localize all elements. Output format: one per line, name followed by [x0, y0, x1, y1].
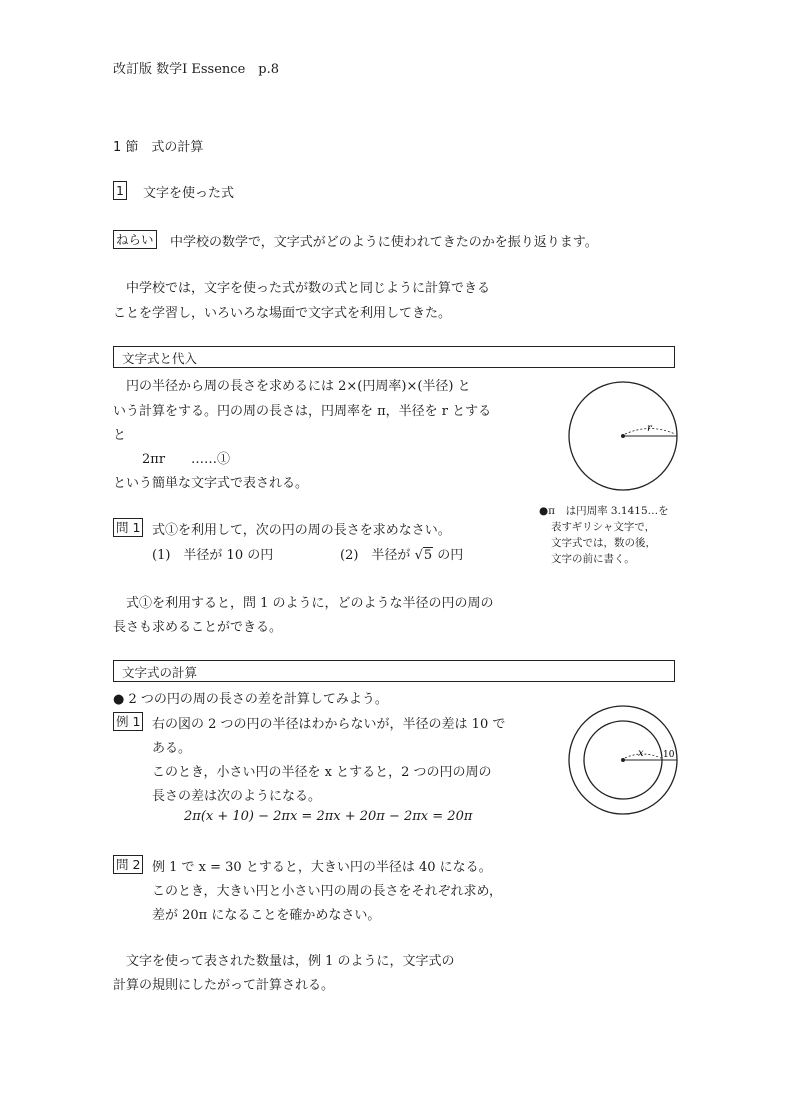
pi-note-line-1: ●π は円周率 3.1415…を: [539, 505, 669, 517]
after-q1-line-2: 長さも求めることができる。: [113, 620, 283, 635]
box-title-text: 文字式と代入: [122, 351, 198, 366]
q2-line-1: 例 1 で x = 30 とすると，大きい円の半径は 40 になる。: [152, 860, 492, 875]
pi-note-line-2: 表すギリシャ文字で，: [551, 521, 656, 533]
aim-text: 中学校の数学で，文字式がどのように使われてきたのかを振り返ります。: [170, 235, 598, 250]
sqrt-radicand: 5: [423, 548, 433, 563]
concentric-circles-figure: [565, 703, 685, 819]
topic-number: 1: [113, 181, 127, 200]
after-q1-line-1: 式①を利用すると，問 1 のように，どのような半径の円の周の: [126, 596, 494, 611]
q2-line-2: このとき，大きい円と小さい円の周の長さをそれぞれ求め，: [152, 884, 502, 899]
ex1-line-3: このとき，小さい円の半径を x とすると，2 つの円の周の: [152, 765, 492, 780]
ex1-line-1: 右の図の 2 つの円の半径はわからないが，半径の差は 10 で: [152, 717, 506, 732]
box2-bullet: ● 2 つの円の周の長さの差を計算してみよう。: [113, 692, 388, 707]
q1-item-2-suffix: の円: [437, 548, 464, 563]
q1-item-1: (1) 半径が 10 の円: [152, 548, 274, 563]
pi-note-line-4: 文字の前に書く。: [551, 553, 635, 565]
q2-label: 問 2: [113, 855, 143, 874]
topic-title: 文字を使った式: [143, 186, 235, 201]
box-title-calculation: [113, 660, 675, 682]
formula-1: 2πr ……①: [142, 452, 231, 467]
box-title-text: 文字式の計算: [122, 665, 198, 680]
aim-label: ねらい: [113, 230, 157, 249]
box-title-substitution: [113, 346, 675, 368]
intro-line-2: ことを学習し，いろいろな場面で文字式を利用してきた。: [113, 306, 452, 321]
conclusion-line-1: 文字を使って表された数量は，例 1 のように，文字式の: [126, 954, 455, 969]
inner-radius-label: x: [638, 748, 644, 759]
conclusion-line-2: 計算の規則にしたがって計算される。: [113, 978, 335, 993]
ex1-label: 例 1: [113, 712, 143, 731]
q2-line-3: 差が 20π になることを確かめなさい。: [152, 908, 381, 923]
ex1-line-4: 長さの差は次のようになる。: [152, 789, 322, 804]
page-header: 改訂版 数学Ⅰ Essence p.8: [113, 62, 279, 77]
pi-note-line-3: 文字式では，数の後，: [551, 537, 656, 549]
box1-line-3: と: [113, 428, 127, 443]
ex1-formula: 2π(x + 10) − 2πx = 2πx + 20π − 2πx = 20π: [184, 809, 473, 824]
section-title: 1 節 式の計算: [113, 140, 204, 155]
box1-line-2: いう計算をする。円の周の長さは，円周率を π，半径を r とする: [113, 404, 492, 419]
ex1-line-2: ある。: [152, 741, 192, 756]
radius-difference-label: 10: [663, 750, 675, 760]
q1-text: 式①を利用して，次の円の周の長さを求めなさい。: [152, 523, 451, 538]
radius-label: r: [647, 423, 652, 434]
q1-item-2: [340, 544, 463, 563]
intro-line-1: 中学校では，文字を使った式が数の式と同じように計算できる: [126, 281, 491, 296]
q1-label: 問 1: [113, 518, 143, 537]
circle-radius-figure: [565, 379, 685, 497]
q1-item-2-prefix: (2) 半径が: [340, 548, 411, 563]
sqrt-sign: √: [414, 548, 423, 563]
box1-line-4: という簡単な文字式で表される。: [113, 476, 309, 491]
box1-line-1: 円の半径から周の長さを求めるには 2×(円周率)×(半径) と: [126, 379, 471, 394]
